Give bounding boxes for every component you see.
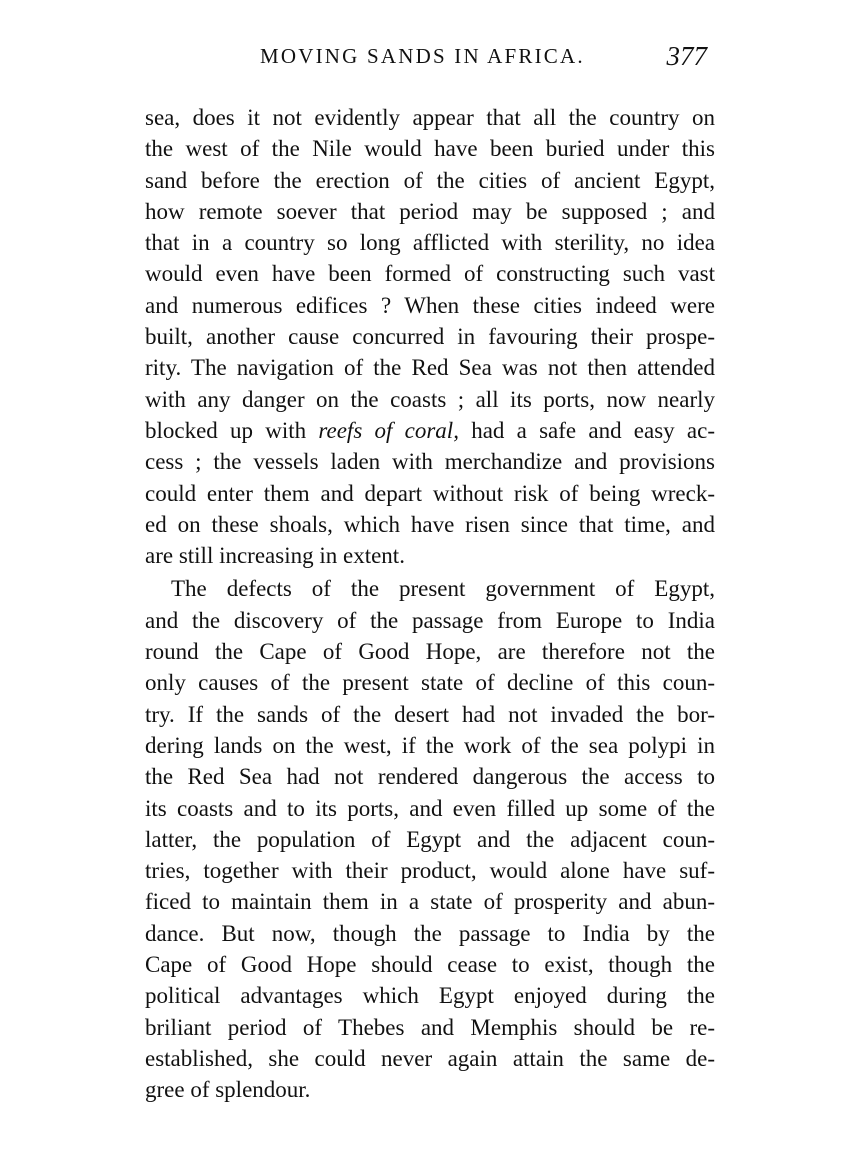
text-line: and numerous edifices ? When these cities indeed were [145, 292, 715, 318]
text-line: round the Cape of Good Hope, are therefore not the [145, 639, 715, 665]
text-line: dance. But now, though the passage to India by the [145, 920, 715, 946]
text-line: the west of the Nile would have been buried under this [145, 136, 715, 162]
italic-phrase: reefs of coral, [318, 417, 459, 443]
text-line: Cape of Good Hope should cease to exist, though the [145, 952, 715, 978]
text-line: built, another cause concurred in favouring their prospe- [145, 324, 715, 350]
text-line: with any danger on the coasts ; all its ports, now nearly [145, 386, 715, 412]
text-line: rity. The navigation of the Red Sea was not then attended [145, 355, 715, 381]
text-line: cess ; the vessels laden with merchandize and provisions [145, 449, 715, 475]
paragraph-1 [145, 102, 715, 571]
body-text [145, 102, 715, 1106]
text-line: briliant period of Thebes and Memphis should be re- [145, 1014, 715, 1040]
page-number: 377 [666, 41, 707, 71]
text-line: The defects of the present government of Egypt, [171, 576, 715, 602]
running-title: MOVING SANDS IN AFRICA. [260, 44, 585, 68]
text-line: dering lands on the west, if the work of the sea polypi in [145, 732, 715, 758]
text-line: latter, the population of Egypt and the adjacent coun- [145, 826, 715, 852]
text-line: only causes of the present state of decline of this coun- [145, 670, 715, 696]
text-line: ed on these shoals, which have risen since that time, and [145, 511, 715, 537]
text-line: how remote soever that period may be supposed ; and [145, 198, 715, 224]
text-line: political advantages which Egypt enjoyed during the [145, 983, 715, 1009]
text-line: could enter them and depart without risk of being wreck- [145, 480, 715, 506]
text-line: ficed to maintain them in a state of prosperity and abun- [145, 889, 715, 915]
text-line: sand before the erection of the cities of ancient Egypt, [145, 167, 715, 193]
text-line: that in a country so long afflicted with sterility, no idea [145, 230, 715, 256]
running-head [145, 41, 715, 80]
text-line: the Red Sea had not rendered dangerous the access to [145, 764, 715, 790]
text-line: would even have been formed of constructing such vast [145, 261, 715, 287]
text-line: tries, together with their product, would alone have suf- [145, 858, 715, 884]
paragraph-2 [145, 573, 715, 1105]
text-line: established, she could never again attain the same de- [145, 1045, 715, 1071]
text-line: try. If the sands of the desert had not invaded the bor- [145, 701, 715, 727]
text-line: and the discovery of the passage from Europe to India [145, 607, 715, 633]
text-line: its coasts and to its ports, and even filled up some of the [145, 795, 715, 821]
text-line-with-italic [145, 415, 715, 446]
text-line: are still increasing in extent. [145, 543, 405, 569]
text-segment: blocked up with [145, 417, 319, 443]
text-line: gree of splendour. [145, 1077, 311, 1103]
text-segment: had a safe and easy ac- [458, 417, 715, 443]
text-line: sea, does it not evidently appear that all the country on [145, 105, 715, 130]
